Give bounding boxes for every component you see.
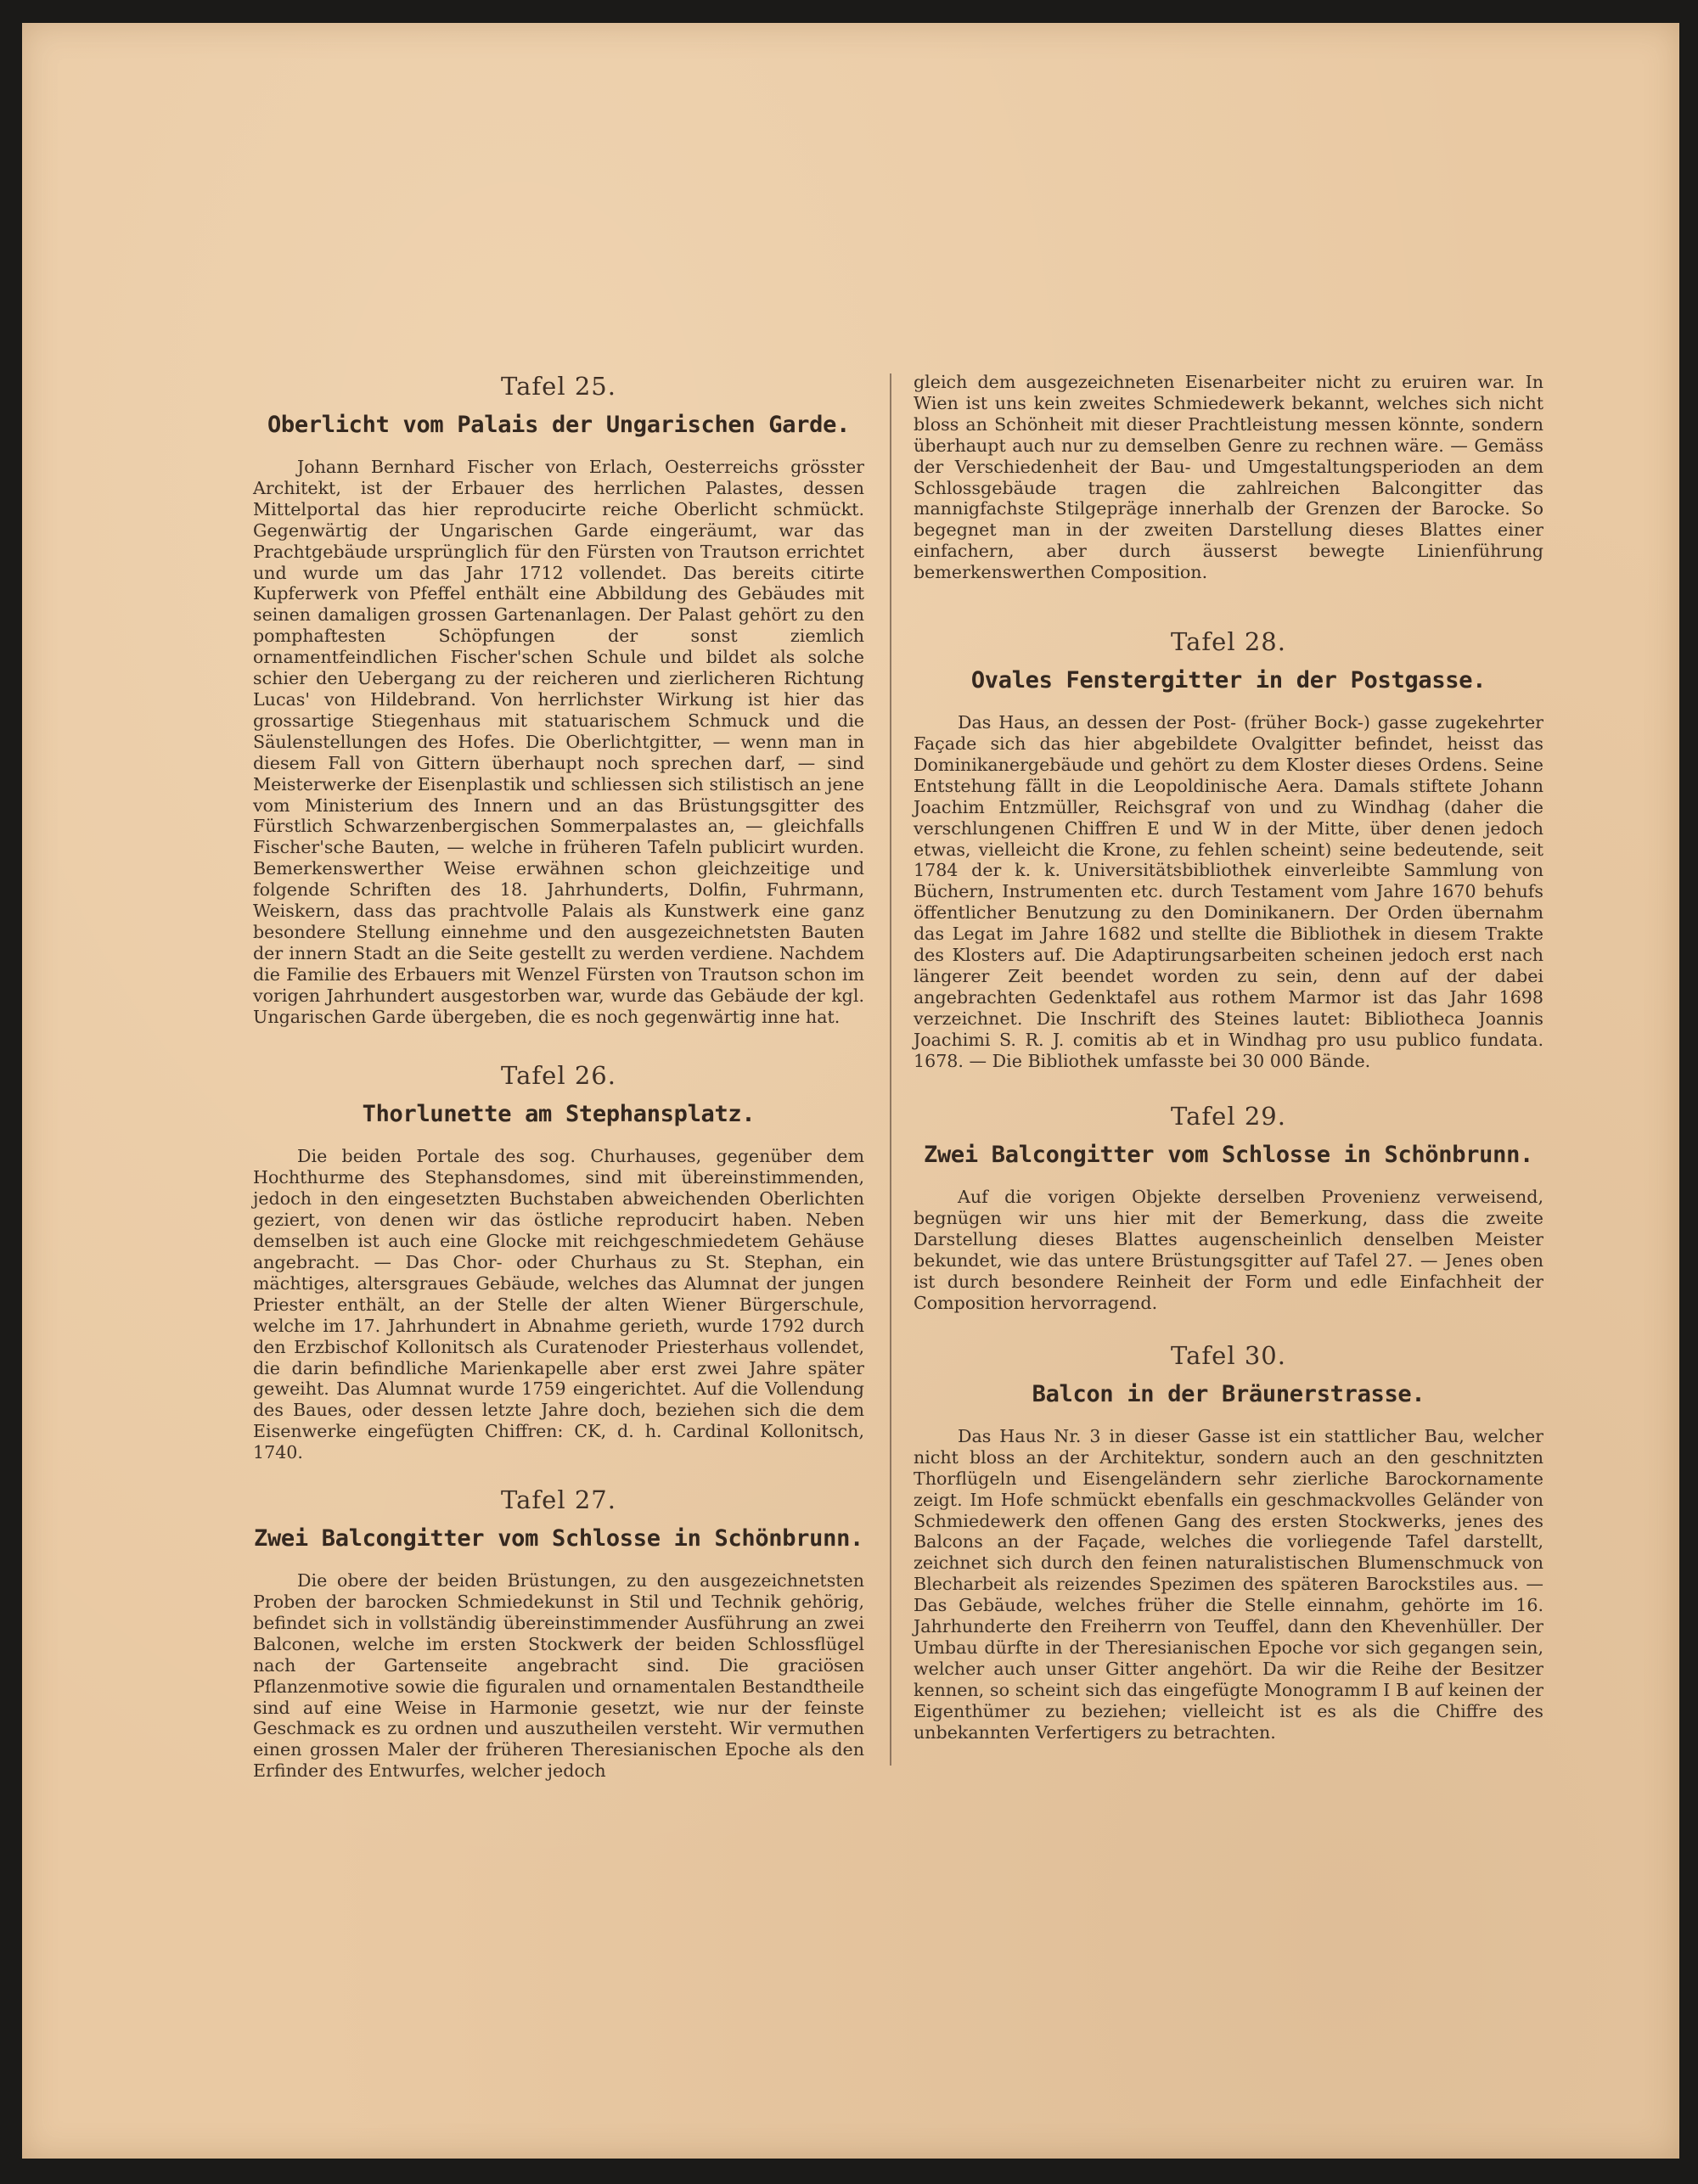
- tafel-25-number: Tafel 25.: [501, 372, 616, 401]
- tafel-27-heading: Zwei Balcongitter vom Schlosse in Schönbrunn.: [254, 1525, 863, 1552]
- section-tafel-29: [914, 1102, 1543, 1313]
- tafel-29-heading: Zwei Balcongitter vom Schlosse in Schönbrunn.: [924, 1142, 1533, 1169]
- column-divider: [890, 373, 891, 1766]
- tafel-30-number: Tafel 30.: [1171, 1340, 1286, 1370]
- tafel-27-number: Tafel 27.: [501, 1485, 616, 1515]
- tafel-25-heading: Oberlicht vom Palais der Ungarischen Garde.: [267, 412, 851, 438]
- tafel-27-text-continued: gleich dem ausgezeichneten Eisenarbeiter nicht zu eruiren war. In Wien ist uns kein zweites Schmiedewerk bekannt, welches sich nicht bloss an Schönheit mit dieser Prachtleistung messen könnte, sondern überhaupt auch nur zu demselben Genre zu rechnen wäre. — Gemäss der Verschiedenheit der Bau- und Umgestaltungsperioden an dem Schlossgebäude tragen die zahlreichen Balcongitter das mannigfachste Stilgepräge innerhalb der Grenzen der Barocke. So begegnet man in der zweiten Darstellung dieses Blattes einer einfachern, aber durch äusserst bewegte Linienführung bemerkenswerthen Composition.: [914, 372, 1543, 583]
- tafel-30-heading: Balcon in der Bräunerstrasse.: [1032, 1380, 1425, 1407]
- right-column: [914, 372, 1543, 1743]
- section-tafel-28: [914, 627, 1543, 1071]
- tafel-26-heading: Thorlunette am Stephansplatz.: [362, 1101, 756, 1128]
- tafel-29-number: Tafel 29.: [1171, 1102, 1286, 1131]
- section-tafel-27: [253, 1485, 864, 1782]
- tafel-30-text: Das Haus Nr. 3 in dieser Gasse ist ein stattlicher Bau, welcher nicht bloss an der Architektur, sondern auch an den geschnitzten Thorflügeln und Eisengeländern sehr zierliche Barockornamente zeigt. Im Hofe schmückt ebenfalls ein geschmackvolles Geländer von Schmiedewerk den offenen Gang des ersten Stockwerks, jenes des Balcons an der Façade, welches die vorliegende Tafel darstellt, zeichnet sich durch den feinen naturalistischen Blumenschmuck von Blecharbeit als reizendes Spezimen des späteren Barockstiles aus. — Das Gebäude, welches früher die Stelle einnahm, gehörte im 16. Jahrhunderte den Freiherrn von Teuffel, dann den Khevenhüller. Der Umbau dürfte in der Theresianischen Epoche vor sich gegangen sein, welcher auch unser Gitter angehört. Da wir die Reihe der Besitzer kennen, so scheint sich das eingefügte Monogramm I B auf keinen der Eigenthümer zu beziehen; vielleicht ist es als die Chiffre des unbekannten Verfertigers zu betrachten.: [914, 1425, 1543, 1743]
- tafel-25-text: Johann Bernhard Fischer von Erlach, Oesterreichs grösster Architekt, ist der Erbauer des herrlichen Palastes, dessen Mittelportal das hier reproducirte reiche Oberlicht schmückt. Gegenwärtig der Ungarischen Garde eingeräumt, war das Prachtgebäude ursprünglich für den Fürsten von Trautson errichtet und wurde um das Jahr 1712 vollendet. Das bereits citirte Kupferwerk von Pfeffel enthält eine Abbildung des Gebäudes mit seinen damaligen grossen Gartenanlagen. Der Palast gehört zu den pomphaftesten Schöpfungen der sonst ziemlich ornamentfeindlichen Fischer'schen Schule und bildet als solche schier den Uebergang zu der reicheren und zierlicheren Richtung Lucas' von Hildebrand. Von herrlichster Wirkung ist hier das grossartige Stiegenhaus mit statuarischem Schmuck und die Säulenstellungen des Hofes. Die Oberlichtgitter, — wenn man in diesem Fall von Gittern überhaupt noch sprechen darf, — sind Meisterwerke der Eisenplastik und schliessen sich stilistisch an jene vom Ministerium des Innern und an das Brüstungsgitter des Fürstlich Schwarzenbergischen Sommerpalastes an, — gleichfalls Fischer'sche Bauten, — welche in früheren Tafeln publicirt wurden. Bemerkenswerther Weise erwähnen schon gleichzeitige und folgende Schriften des 18. Jahrhunderts, Dolfin, Fuhrmann, Weiskern, dass das prachtvolle Palais als Kunstwerk eine ganz besondere Stellung einnehme und den ausgezeichnetsten Bauten der innern Stadt an die Seite gestellt zu werden verdiene. Nachdem die Familie des Erbauers mit Wenzel Fürsten von Trautson schon im vorigen Jahrhundert ausgestorben war, wurde das Gebäude der kgl. Ungarischen Garde übergeben, die es noch gegenwärtig inne hat.: [253, 457, 864, 1027]
- left-column: [253, 372, 864, 1782]
- tafel-27-text: Die obere der beiden Brüstungen, zu den ausgezeichnetsten Proben der barocken Schmiedekunst in Stil und Technik gehörig, befindet sich in vollständig übereinstimmender Ausführung an zwei Balconen, welche im ersten Stockwerk der beiden Schlossflügel nach der Gartenseite angebracht sind. Die graciösen Pflanzenmotive sowie die figuralen und ornamentalen Bestandtheile sind auf eine Weise in Harmonie gesetzt, wie nur der feinste Geschmack es zu ordnen und auszutheilen versteht. Wir vermuthen einen grossen Maler der früheren Theresianischen Epoche als den Erfinder des Entwurfes, welcher jedoch: [253, 1570, 864, 1782]
- tafel-28-text: Das Haus, an dessen der Post- (früher Bock-) gasse zugekehrter Façade sich das hier abgebildete Ovalgitter befindet, heisst das Dominikanergebäude und gehört zu dem Kloster dieses Ordens. Seine Entstehung fällt in die Leopoldinische Aera. Damals stiftete Johann Joachim Entzmüller, Reichsgraf von und zu Windhag (daher die verschlungenen Chiffren E und W in der Mitte, über denen jedoch etwas, vielleicht die Krone, zu fehlen scheint) seine bedeutende, seit 1784 der k. k. Universitätsbibliothek einverleibte Sammlung von Büchern, Instrumenten etc. durch Testament vom Jahre 1670 behufs öffentlicher Benutzung zu den Dominikanern. Der Orden übernahm das Legat im Jahre 1682 und stellte die Bibliothek in diesem Trakte des Klosters auf. Die Adaptirungsarbeiten scheinen jedoch erst nach längerer Zeit beendet worden zu sein, denn auf der dabei angebrachten Gedenktafel aus rothem Marmor ist das Jahr 1698 verzeichnet. Die Inschrift des Steines lautet: Bibliotheca Joannis Joachimi S. R. J. comitis ab et in Windhag pro usu publico fundata. 1678. — Die Bibliothek umfasste bei 30 000 Bände.: [914, 712, 1543, 1071]
- section-tafel-30: [914, 1341, 1543, 1743]
- tafel-26-text: Die beiden Portale des sog. Churhauses, gegenüber dem Hochthurme des Stephansdomes, sind mit übereinstimmenden, jedoch in den eingesetzten Buchstaben abweichenden Oberlichten geziert, von denen wir das östliche reproducirt haben. Neben demselben ist auch eine Glocke mit reichgeschmiedetem Gehäuse angebracht. — Das Chor- oder Churhaus zu St. Stephan, ein mächtiges, altersgraues Gebäude, welches das Alumnat der jungen Priester enthält, an der Stelle der alten Wiener Bürgerschule, welche im 17. Jahrhundert in Abnahme gerieth, wurde 1792 durch den Erzbischof Kollonitsch als Curatenoder Priesterhaus vollendet, die darin befindliche Marienkapelle aber erst zwei Jahre später geweiht. Das Alumnat wurde 1759 eingerichtet. Auf die Vollendung des Baues, oder dessen letzte Jahre doch, beziehen sich die dem Eisenwerke eingefügten Chiffren: CK, d. h. Cardinal Kollonitsch, 1740.: [253, 1146, 864, 1463]
- section-tafel-25: [253, 372, 864, 1027]
- section-tafel-26: [253, 1061, 864, 1463]
- tafel-28-number: Tafel 28.: [1171, 627, 1286, 657]
- tafel-29-text: Auf die vorigen Objekte derselben Provenienz verweisend, begnügen wir uns hier mit der Bemerkung, dass die zweite Darstellung dieses Blattes augenscheinlich denselben Meister bekundet, wie das untere Brüstungsgitter auf Tafel 27. — Jenes oben ist durch besondere Reinheit der Form und edle Einfachheit der Composition hervorragend.: [914, 1187, 1543, 1313]
- tafel-28-heading: Ovales Fenstergitter in der Postgasse.: [970, 667, 1487, 694]
- tafel-26-number: Tafel 26.: [501, 1061, 616, 1091]
